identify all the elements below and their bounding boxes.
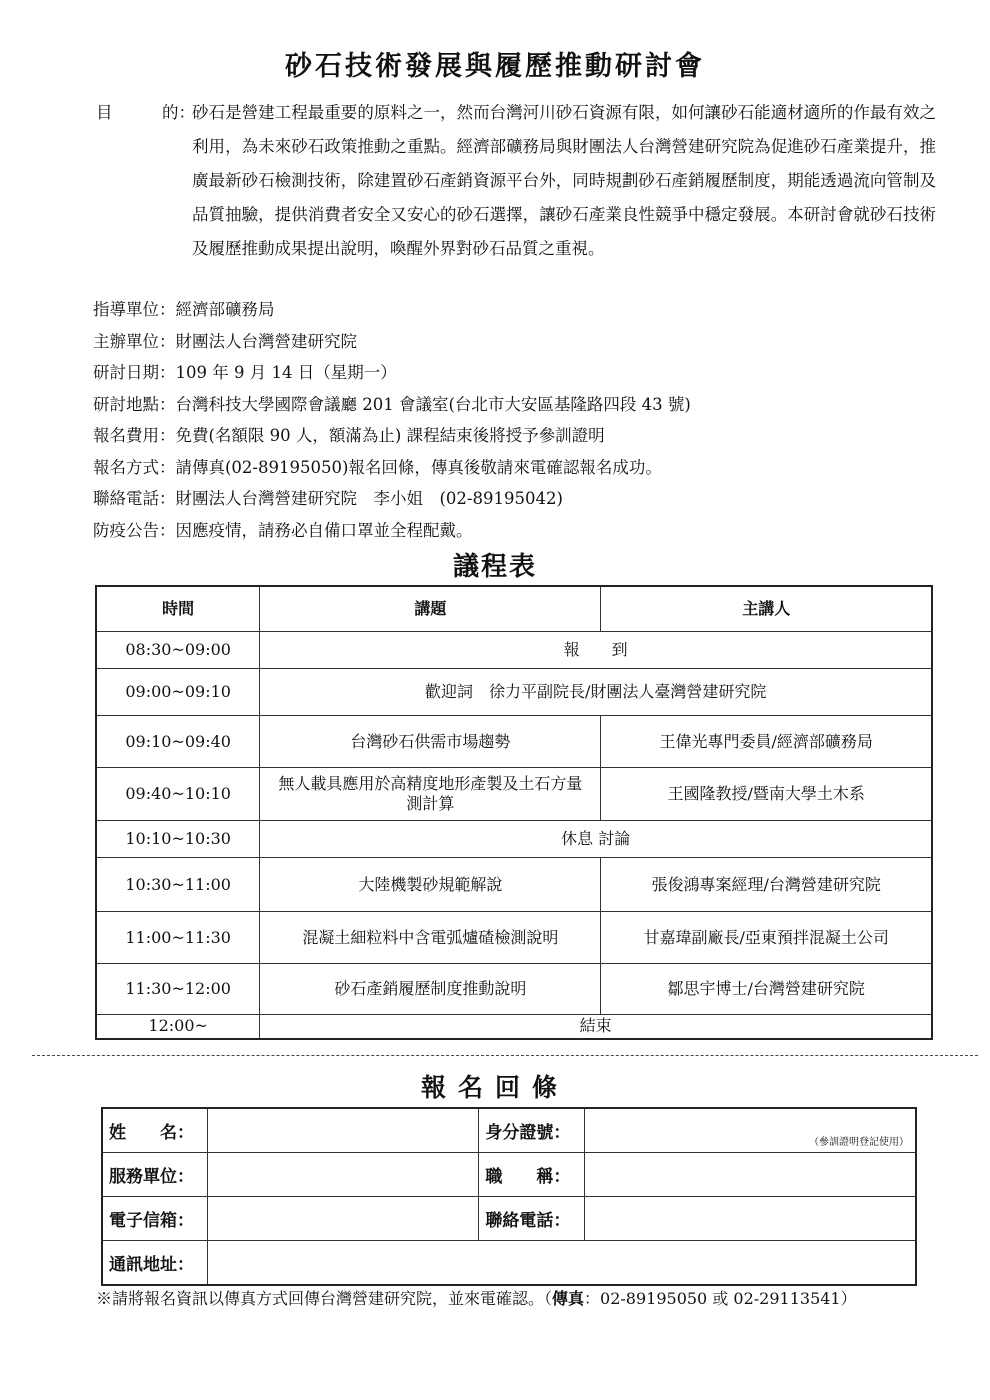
info-row-date [93, 357, 943, 389]
event-info [93, 294, 943, 546]
info-value: 請傳真(02-89195050)報名回條，傳真後敬請來電確認報名成功。 [175, 457, 662, 477]
email-label: 電子信箱： [102, 1197, 208, 1241]
info-value: 經濟部礦務局 [175, 300, 275, 319]
email-field[interactable] [208, 1197, 479, 1241]
address-label: 通訊地址： [102, 1241, 208, 1286]
agenda-speaker: 鄒思宇博士/台灣營建研究院 [601, 964, 932, 1015]
info-key: 報名方式： [93, 457, 176, 477]
info-value: 因應疫情，請務必自備口罩並全程配戴。 [175, 520, 473, 540]
address-field[interactable] [208, 1241, 916, 1286]
agenda-merged: 報 到 [260, 632, 932, 669]
agenda-row [96, 1015, 932, 1039]
agenda-row [96, 768, 932, 821]
name-field[interactable] [208, 1108, 479, 1153]
agenda-time: 11:00~11:30 [96, 912, 260, 964]
header-time: 時間 [96, 586, 260, 632]
org-label: 服務單位： [102, 1153, 208, 1197]
form-row [102, 1108, 916, 1153]
agenda-time: 09:10~09:40 [96, 716, 260, 768]
phone-field[interactable] [585, 1197, 916, 1241]
info-row-organizer [93, 326, 943, 358]
agenda-row [96, 669, 932, 716]
info-row-epidemic [93, 515, 943, 547]
info-row-venue [93, 389, 943, 421]
agenda-speaker: 王偉光專門委員/經濟部礦務局 [601, 716, 932, 768]
agenda-row [96, 716, 932, 768]
info-row-contact [93, 483, 943, 515]
footer-fax-label: 傳真 [552, 1289, 585, 1308]
agenda-time: 10:30~11:00 [96, 858, 260, 912]
agenda-row [96, 912, 932, 964]
info-key: 聯絡電話： [93, 489, 176, 508]
phone-label: 聯絡電話： [479, 1197, 585, 1241]
agenda-time: 09:40~10:10 [96, 768, 260, 821]
form-title: 報名回條 [420, 1073, 569, 1102]
info-value: 台灣科技大學國際會議廳 201 會議室(台北市大安區基隆路四段 43 號) [175, 394, 691, 414]
footer-suffix: ：02-89195050 或 02-29113541） [584, 1289, 857, 1308]
id-note: （參訓證明登記使用） [809, 1137, 909, 1148]
agenda-row [96, 821, 932, 858]
agenda-topic: 大陸機製砂規範解說 [260, 858, 601, 912]
agenda-time: 12:00~ [96, 1015, 260, 1039]
cut-line-divider [32, 1055, 978, 1056]
agenda-time: 11:30~12:00 [96, 964, 260, 1015]
agenda-time: 08:30~09:00 [96, 632, 260, 669]
agenda-merged: 結束 [260, 1015, 932, 1039]
info-value: 109 年 9 月 14 日（星期一） [175, 363, 397, 382]
info-key: 指導單位： [93, 300, 176, 319]
purpose-text: 砂石是營建工程最重要的原料之一，然而台灣河川砂石資源有限，如何讓砂石能適材適所的作最有效之利用，為未來砂石政策推動之重點。經濟部礦務局與財團法人台灣營建研究院為促進砂石產業提升，推廣最新砂石檢測技術，除建置砂石產銷資源平台外，同時規劃砂石產銷履歷制度，期能透過流向管制及品質抽驗，提供消費者安全又安心的砂石選擇，讓砂石產業良性競爭中穩定發展。本研討會就砂石技術及履歷推動成果提出說明，喚醒外界對砂石品質之重視。 [192, 103, 936, 258]
registration-form [101, 1107, 917, 1286]
agenda-title: 議程表 [452, 552, 537, 582]
agenda-time: 10:10~10:30 [96, 821, 260, 858]
id-label: 身分證號： [479, 1108, 585, 1153]
agenda-row [96, 632, 932, 669]
position-field[interactable] [585, 1153, 916, 1197]
org-field[interactable] [208, 1153, 479, 1197]
info-row-registration [93, 452, 943, 484]
info-key: 研討日期： [93, 363, 176, 382]
agenda-row [96, 964, 932, 1015]
info-row-fee [93, 420, 943, 452]
agenda-topic: 無人載具應用於高精度地形產製及土石方量測計算 [260, 768, 601, 821]
agenda-topic: 混凝土細粒料中含電弧爐碴檢測說明 [260, 912, 601, 964]
footer-prefix: ※請將報名資訊以傳真方式回傳台灣營建研究院，並來電確認。（ [96, 1289, 553, 1308]
info-value: 財團法人台灣營建研究院 [175, 331, 357, 351]
agenda-speaker: 張俊鴻專案經理/台灣營建研究院 [601, 858, 932, 912]
purpose-label: 目 的： [96, 103, 195, 122]
footer-note [96, 1286, 926, 1309]
agenda-time: 09:00~09:10 [96, 669, 260, 716]
agenda-merged: 歡迎詞 徐力平副院長/財團法人臺灣營建研究院 [260, 669, 932, 716]
info-row-guidance [93, 294, 943, 326]
info-key: 報名費用： [93, 426, 176, 445]
purpose-section [96, 96, 936, 266]
header-speaker: 主講人 [601, 586, 932, 632]
agenda-speaker: 甘嘉瑋副廠長/亞東預拌混凝土公司 [601, 912, 932, 964]
info-value: 財團法人台灣營建研究院 李小姐 (02-89195042) [175, 489, 563, 508]
info-value: 免費(名額限 90 人，額滿為止) 課程結束後將授予參訓證明 [175, 426, 605, 445]
form-row [102, 1241, 916, 1286]
agenda-header-row [96, 586, 932, 632]
agenda-row [96, 858, 932, 912]
position-label: 職 稱： [479, 1153, 585, 1197]
info-key: 防疫公告： [93, 520, 176, 540]
info-key: 研討地點： [93, 394, 176, 414]
id-field[interactable] [585, 1108, 916, 1153]
name-label: 姓 名： [102, 1108, 208, 1153]
agenda-topic: 台灣砂石供需市場趨勢 [260, 716, 601, 768]
agenda-topic: 砂石產銷履歷制度推動說明 [260, 964, 601, 1015]
header-topic: 講題 [260, 586, 601, 632]
agenda-merged: 休息 討論 [260, 821, 932, 858]
document-title: 砂石技術發展與履歷推動研討會 [285, 51, 705, 82]
info-key: 主辦單位： [93, 331, 176, 351]
agenda-speaker: 王國隆教授/暨南大學土木系 [601, 768, 932, 821]
form-row [102, 1153, 916, 1197]
agenda-table [95, 585, 933, 1040]
form-row [102, 1197, 916, 1241]
